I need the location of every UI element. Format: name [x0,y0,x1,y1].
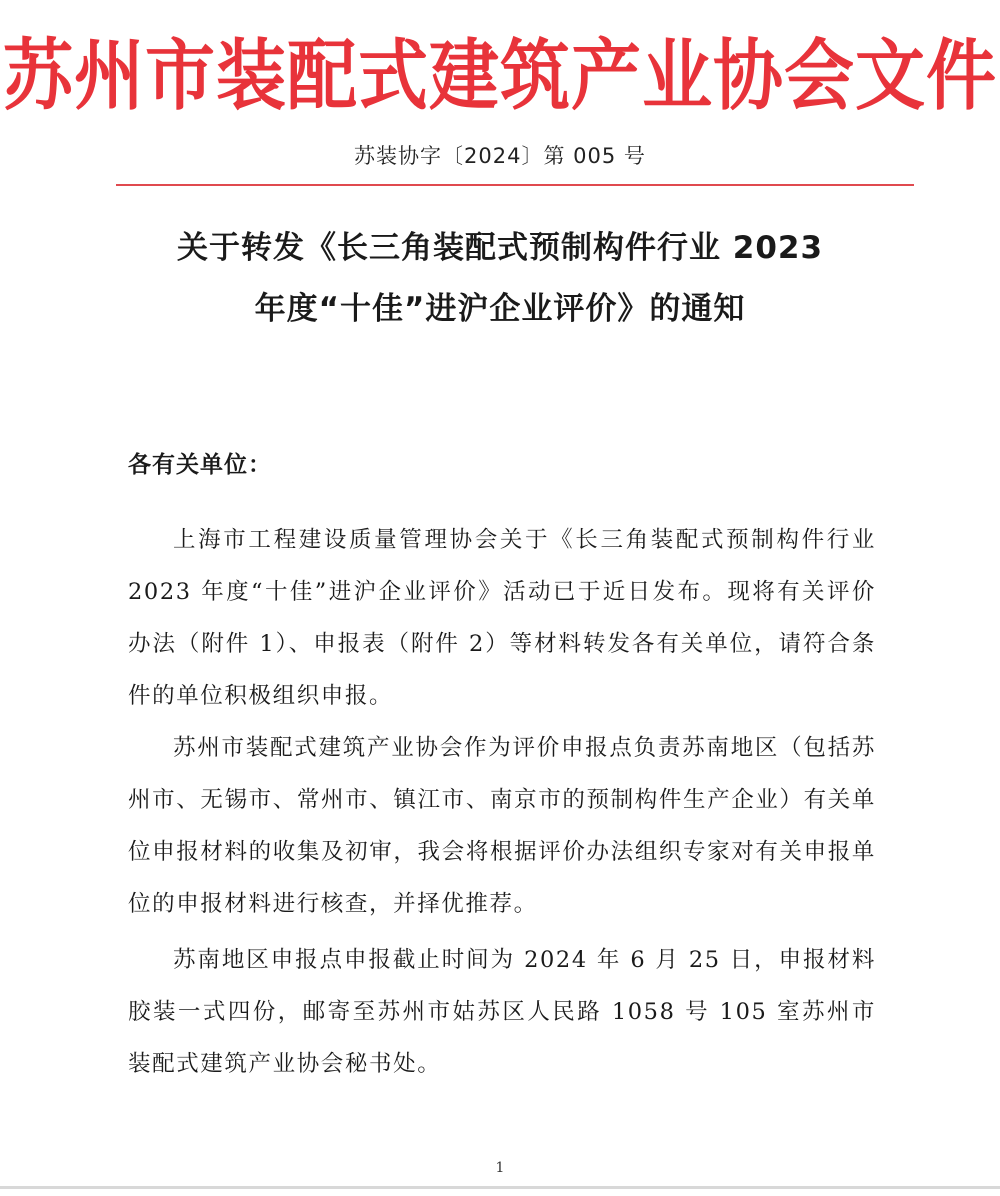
salutation: 各有关单位： [128,452,272,478]
page-number: 1 [495,1160,505,1176]
body-paragraph-2: 苏州市装配式建筑产业协会作为评价申报点负责苏南地区（包括苏州市、无锡市、常州市、镇江市、南京市的预制构件生产企业）有关单位申报材料的收集及初审，我会将根据评价办法组织专家对有关申报单位的申报材料进行核查，并择优推荐。 [128,735,876,917]
title-line-2: 年度“十佳”进沪企业评价》的通知 [254,291,746,327]
red-divider-line [116,184,914,186]
masthead-title: 苏州市装配式建筑产业协会文件 [3,30,997,122]
document-title [60,218,940,340]
document-number: 苏装协字〔2024〕第 005 号 [354,144,646,168]
body-paragraph-1: 上海市工程建设质量管理协会关于《长三角装配式预制构件行业 2023 年度“十佳”进沪企业评价》活动已于近日发布。现将有关评价办法（附件 1）、申报表（附件 2）等材料转发各有关单位，请符合条件的单位积极组织申报。 [128,527,876,709]
title-line-1: 关于转发《长三角装配式预制构件行业 2023 [176,230,824,266]
page-bottom-edge [0,1186,1000,1189]
body-paragraph-3: 苏南地区申报点申报截止时间为 2024 年 6 月 25 日，申报材料胶装一式四份，邮寄至苏州市姑苏区人民路 1058 号 105 室苏州市装配式建筑产业协会秘书处。 [128,947,876,1077]
